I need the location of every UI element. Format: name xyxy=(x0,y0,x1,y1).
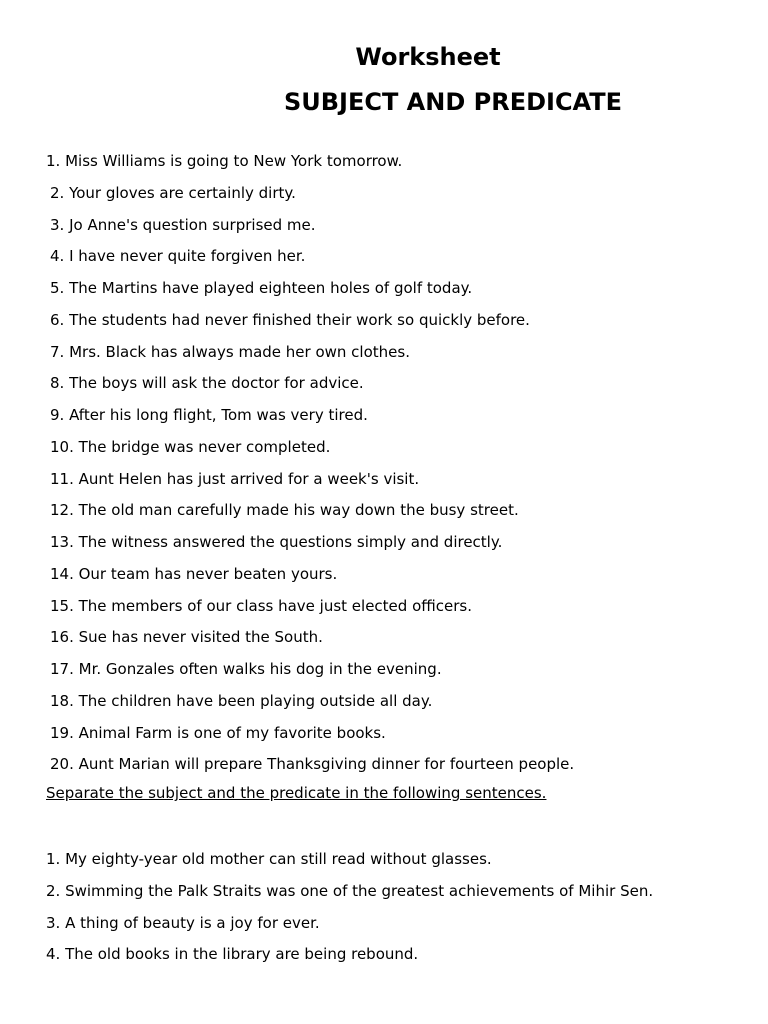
list-item: 3. Jo Anne's question surprised me. xyxy=(50,215,316,234)
list-item: 10. The bridge was never completed. xyxy=(50,437,331,456)
list-item: 20. Aunt Marian will prepare Thanksgiving dinner for fourteen people. xyxy=(50,755,575,774)
list-item: 6. The students had never finished their work so quickly before. xyxy=(50,310,530,329)
list-item: 14. Our team has never beaten yours. xyxy=(50,564,338,583)
list-item: 8. The boys will ask the doctor for advice. xyxy=(50,374,364,393)
list-item: 4. I have never quite forgiven her. xyxy=(50,247,306,266)
list-item: 13. The witness answered the questions simply and directly. xyxy=(50,533,503,551)
list-item: 3. A thing of beauty is a joy for ever. xyxy=(46,913,320,932)
list-item: 19. Animal Farm is one of my favorite books. xyxy=(50,723,386,742)
list-item: 1. Miss Williams is going to New York tomorrow. xyxy=(46,152,403,170)
worksheet-subtitle: SUBJECT AND PREDICATE xyxy=(283,88,623,116)
worksheet-title: Worksheet xyxy=(355,43,501,71)
list-item: 7. Mrs. Black has always made her own clothes. xyxy=(50,342,410,361)
exercise-list xyxy=(46,844,653,971)
list-item: 15. The members of our class have just elected officers. xyxy=(50,596,472,615)
list-item: 18. The children have been playing outside all day. xyxy=(50,691,433,710)
list-item: 1. My eighty-year old mother can still read without glasses. xyxy=(46,850,492,868)
list-item: 9. After his long flight, Tom was very tired. xyxy=(50,406,368,424)
list-item: 17. Mr. Gonzales often walks his dog in the evening. xyxy=(50,660,442,678)
list-item: 4. The old books in the library are being rebound. xyxy=(46,945,419,964)
list-item: 12. The old man carefully made his way down the busy street. xyxy=(50,501,519,520)
list-item: 16. Sue has never visited the South. xyxy=(50,628,323,647)
list-item: 2. Swimming the Palk Straits was one of the greatest achievements of Mihir Sen. xyxy=(46,881,654,900)
list-item: 11. Aunt Helen has just arrived for a week's visit. xyxy=(50,469,420,488)
sentence-list xyxy=(46,146,574,781)
list-item: 2. Your gloves are certainly dirty. xyxy=(50,183,296,202)
list-item: 5. The Martins have played eighteen holes of golf today. xyxy=(50,279,473,297)
instruction-text: Separate the subject and the predicate in the following sentences. xyxy=(46,784,547,802)
